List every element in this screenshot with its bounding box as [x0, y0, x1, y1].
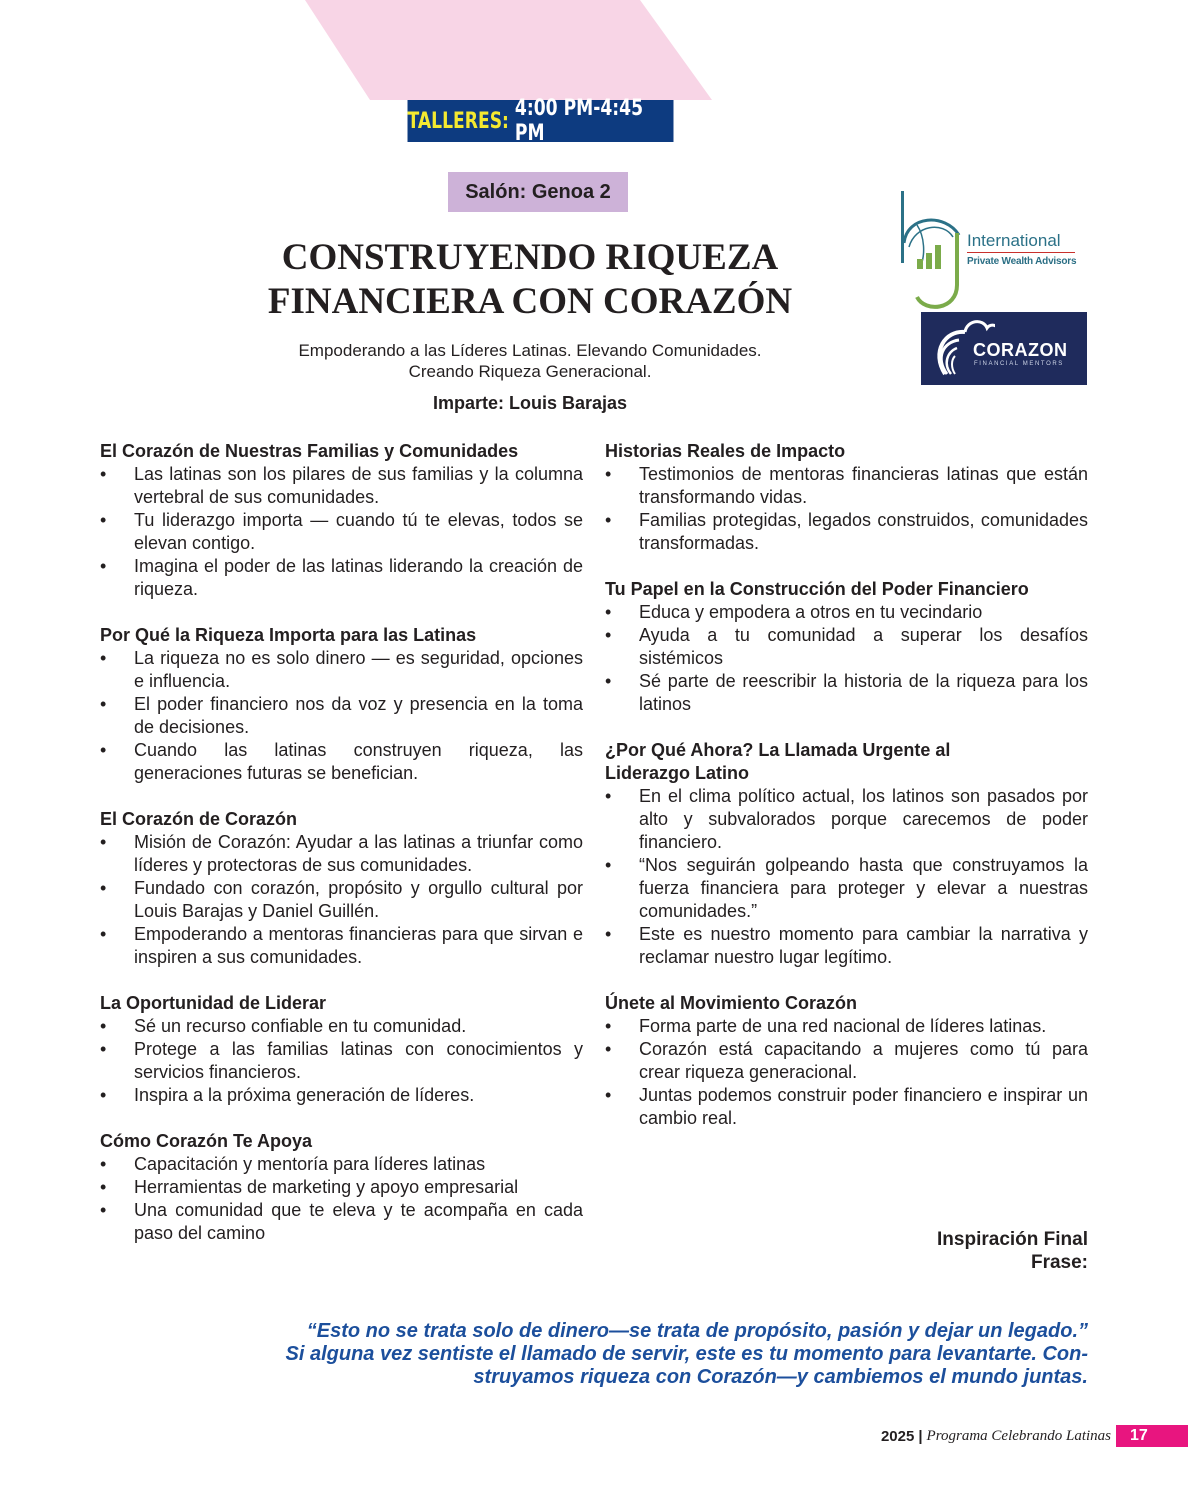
- subtitle-line-1: Empoderando a las Líderes Latinas. Elevando Comunidades.: [298, 341, 762, 360]
- list-item: • Fundado con corazón, propósito y orgullo cultural por Louis Barajas y Daniel Guillén.: [100, 878, 583, 921]
- bullet-icon: •: [605, 625, 612, 645]
- bullet-icon: •: [100, 648, 107, 668]
- quote-line-1: “Esto no se trata solo de dinero—se trata de propósito, pasión y dejar un legado.”: [306, 1320, 1088, 1342]
- section-heading: Por Qué la Riqueza Importa para las Latinas: [100, 625, 477, 645]
- section-heading: El Corazón de Corazón: [100, 809, 298, 829]
- by-logo-name: International: [967, 231, 1061, 250]
- pink-parallelogram: [305, 0, 712, 100]
- subtitle: [230, 340, 830, 382]
- bullet-icon: •: [100, 1154, 107, 1174]
- bullet-icon: •: [100, 1085, 107, 1105]
- quote-line-2: Si alguna vez sentiste el llamado de servir, este es tu momento para levantarte. Con-: [285, 1343, 1088, 1365]
- page-footer: [881, 1425, 1188, 1447]
- bullet-icon: •: [605, 1039, 612, 1059]
- bullet-icon: •: [605, 1085, 612, 1105]
- section-heading: Únete al Movimiento Corazón: [605, 993, 858, 1013]
- left-column: [100, 440, 583, 1268]
- section-heading: Historias Reales de Impacto: [605, 441, 846, 461]
- bullet-icon: •: [100, 1177, 107, 1197]
- list-item: • La riqueza no es solo dinero — es seguridad, opciones e influencia.: [100, 648, 583, 691]
- quote-line-3: struyamos riqueza con Corazón—y cambiemos el mundo juntas.: [473, 1366, 1088, 1388]
- list-item: • Inspira a la próxima generación de líderes.: [100, 1085, 475, 1105]
- by-logo-tagline: Private Wealth Advisors: [967, 256, 1077, 267]
- title-line-2: FINANCIERA CON CORAZÓN: [267, 281, 793, 322]
- section-heading: ¿Por Qué Ahora? La Llamada Urgente al Liderazgo Latino: [605, 740, 951, 783]
- list-item: • En el clima político actual, los latinos son pasados por alto y subvalorados porque carecemos de poder financiero.: [605, 786, 1088, 852]
- bullet-icon: •: [100, 1016, 107, 1036]
- section-heading: El Corazón de Nuestras Familias y Comunidades: [100, 441, 519, 461]
- session-time: 4:00 PM-4:45 PM: [514, 96, 644, 146]
- section-familias-comunidades: [100, 440, 583, 601]
- list-item: • Imagina el poder de las latinas liderando la creación de riqueza.: [100, 556, 583, 599]
- list-item: • Este es nuestro momento para cambiar la narrativa y reclamar nuestro lugar legítimo.: [605, 924, 1088, 967]
- bullet-list: [605, 463, 1088, 555]
- bullet-icon: •: [100, 740, 107, 760]
- section-heading: Tu Papel en la Construcción del Poder Financiero: [605, 579, 1029, 599]
- bullet-list: [605, 601, 1088, 716]
- bullet-list: [100, 1153, 583, 1245]
- bullet-icon: •: [100, 832, 107, 852]
- bullet-icon: •: [605, 671, 612, 691]
- bullet-icon: •: [100, 694, 107, 714]
- bullet-icon: •: [100, 510, 107, 530]
- page-number-badge: 17: [1116, 1425, 1188, 1447]
- by-monogram-chart-icon: [895, 185, 967, 315]
- list-item: • Sé parte de reescribir la historia de la riqueza para los latinos: [605, 671, 1088, 714]
- bullet-list: [100, 463, 583, 601]
- closing-quote: [220, 1320, 1088, 1389]
- list-item: • Ayuda a tu comunidad a superar los desafíos sistémicos: [605, 625, 1088, 668]
- session-label: TALLERES:: [407, 108, 509, 134]
- bullet-icon: •: [605, 464, 612, 484]
- page-title: [230, 236, 830, 324]
- list-item: • “Nos seguirán golpeando hasta que construyamos la fuerza financiera para proteger y elevar a nuestras comunidades.”: [605, 855, 1088, 921]
- footer-publication: Programa Celebrando Latinas: [926, 1427, 1111, 1444]
- session-time-banner: [407, 96, 674, 146]
- list-item: • Las latinas son los pilares de sus familias y la columna vertebral de sus comunidades.: [100, 464, 583, 507]
- closing-label-line-2: Frase:: [1030, 1252, 1088, 1273]
- bullet-icon: •: [100, 878, 107, 898]
- bullet-icon: •: [100, 924, 107, 944]
- corazon-logo-tagline: FINANCIAL MENTORS: [974, 361, 1064, 367]
- bullet-icon: •: [100, 464, 107, 484]
- list-item: • Empoderando a mentoras financieras para que sirvan e inspiren a sus comunidades.: [100, 924, 583, 967]
- by-logo-rule: [967, 252, 1075, 253]
- list-item: • Forma parte de una red nacional de líderes latinas.: [605, 1016, 1047, 1036]
- corazon-financial-mentors-logo: [921, 312, 1087, 385]
- right-column: [605, 440, 1088, 1153]
- list-item: • El poder financiero nos da voz y presencia en la toma de decisiones.: [100, 694, 583, 737]
- bullet-list: [605, 1015, 1088, 1130]
- bullet-icon: •: [605, 1016, 612, 1036]
- list-item: • Corazón está capacitando a mujeres como tú para crear riqueza generacional.: [605, 1039, 1088, 1082]
- title-line-1: CONSTRUYENDO RIQUEZA: [281, 237, 779, 278]
- bullet-icon: •: [605, 924, 612, 944]
- corazon-logo-name: CORAZON: [973, 340, 1068, 360]
- list-item: • Sé un recurso confiable en tu comunidad.: [100, 1016, 467, 1036]
- bullet-icon: •: [605, 786, 612, 806]
- section-corazon-de-corazon: [100, 808, 583, 969]
- decorative-pink-band: [0, 0, 1188, 110]
- subtitle-line-2: Creando Riqueza Generacional.: [408, 362, 652, 381]
- list-item: • Una comunidad que te eleva y te acompaña en cada paso del camino: [100, 1200, 583, 1243]
- bullet-icon: •: [605, 855, 612, 875]
- section-heading: Cómo Corazón Te Apoya: [100, 1131, 313, 1151]
- section-como-te-apoya: [100, 1130, 583, 1245]
- by-international-logo: [895, 185, 1095, 315]
- closing-label: [937, 1228, 1088, 1274]
- bullet-icon: •: [100, 1200, 107, 1220]
- footer-year: 2025: [880, 1427, 915, 1445]
- presenter: Imparte: Louis Barajas: [432, 393, 628, 413]
- section-tu-papel: [605, 578, 1088, 716]
- list-item: • Tu liderazgo importa — cuando tú te elevas, todos se elevan contigo.: [100, 510, 583, 553]
- list-item: • Capacitación y mentoría para líderes latinas: [100, 1154, 486, 1174]
- list-item: • Juntas podemos construir poder financiero e inspirar un cambio real.: [605, 1085, 1088, 1128]
- footer-separator: |: [918, 1427, 923, 1445]
- room-badge: Salón: Genoa 2: [448, 172, 628, 212]
- bullet-icon: •: [100, 1039, 107, 1059]
- list-item: • Herramientas de marketing y apoyo empresarial: [100, 1177, 519, 1197]
- list-item: • Educa y empodera a otros en tu vecindario: [605, 602, 983, 622]
- section-heading: La Oportunidad de Liderar: [100, 993, 327, 1013]
- section-unete: [605, 992, 1088, 1130]
- list-item: • Familias protegidas, legados construidos, comunidades transformadas.: [605, 510, 1088, 553]
- list-item: • Testimonios de mentoras financieras latinas que están transformando vidas.: [605, 464, 1088, 507]
- bullet-list: [605, 785, 1088, 969]
- bullet-icon: •: [605, 602, 612, 622]
- section-historias-reales: [605, 440, 1088, 555]
- section-por-que-ahora: [605, 739, 1088, 969]
- bullet-icon: •: [100, 556, 107, 576]
- bullet-list: [100, 1015, 583, 1107]
- list-item: • Misión de Corazón: Ayudar a las latinas a triunfar como líderes y protectoras de sus comunidades.: [100, 832, 583, 875]
- section-oportunidad-liderar: [100, 992, 583, 1107]
- bullet-list: [100, 831, 583, 969]
- bullet-list: [100, 647, 583, 785]
- bullet-icon: •: [605, 510, 612, 530]
- closing-label-line-1: Inspiración Final: [937, 1229, 1088, 1250]
- list-item: • Cuando las latinas construyen riqueza, las generaciones futuras se benefician.: [100, 740, 583, 783]
- section-riqueza-importa: [100, 624, 583, 785]
- list-item: • Protege a las familias latinas con conocimientos y servicios financieros.: [100, 1039, 583, 1082]
